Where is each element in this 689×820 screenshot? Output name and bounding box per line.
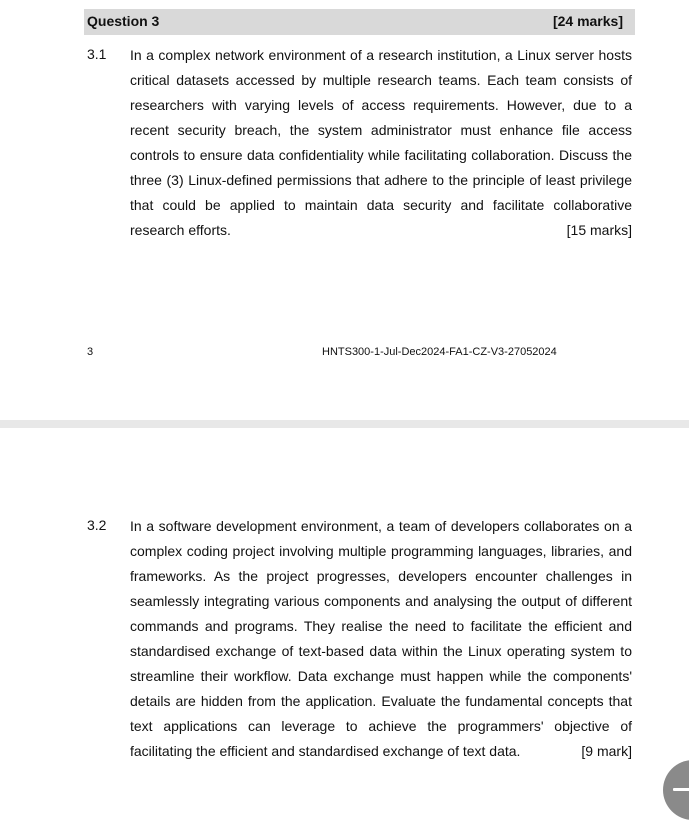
question-number-3-2: 3.2 xyxy=(87,517,107,533)
question-3-1-body xyxy=(130,43,632,243)
question-3-2-text: In a software development environment, a team of developers collaborates on a complex coding project involving multiple programming languages, libraries, and frameworks. As the project progresses, developers encounter challenges in seamlessly integrating various components and analysing the output of different commands and programs. They realise the need to facilitate the efficient and standardised exchange of text-based data within the Linux operating system to streamline their workflow. Data exchange must happen while the components' details are hidden from the application. Evaluate the fundamental concepts that text applications can leverage to achieve the programmers' objective of facilitating the efficient and standardised exchange of text data. xyxy=(130,518,632,759)
footer-page-number: 3 xyxy=(87,346,94,358)
question-total-marks: [24 marks] xyxy=(552,13,623,29)
page-2 xyxy=(0,428,689,809)
question-header xyxy=(84,9,635,35)
footer-document-code: HNTS300-1-Jul-Dec2024-FA1-CZ-V3-27052024 xyxy=(322,346,557,358)
minus-icon xyxy=(673,788,689,791)
question-number-3-1: 3.1 xyxy=(87,46,107,62)
question-3-1-text: In a complex network environment of a research institution, a Linux server hosts critical datasets accessed by multiple research teams. Each team consists of researchers with varying levels of access requirements. However, due to a recent security breach, the system administrator must enhance file access controls to ensure data confidentiality while facilitating collaboration. Discuss the three (3) Linux-defined permissions that adhere to the principle of least privilege that could be applied to maintain data security and facilitate collaborative research efforts. xyxy=(130,47,632,238)
question-3-2-marks: [9 mark] xyxy=(581,743,632,759)
question-title: Question 3 xyxy=(87,13,160,29)
question-3-1-marks: [15 marks] xyxy=(566,222,632,238)
page-separator xyxy=(0,420,689,428)
question-3-2-body xyxy=(130,514,632,764)
